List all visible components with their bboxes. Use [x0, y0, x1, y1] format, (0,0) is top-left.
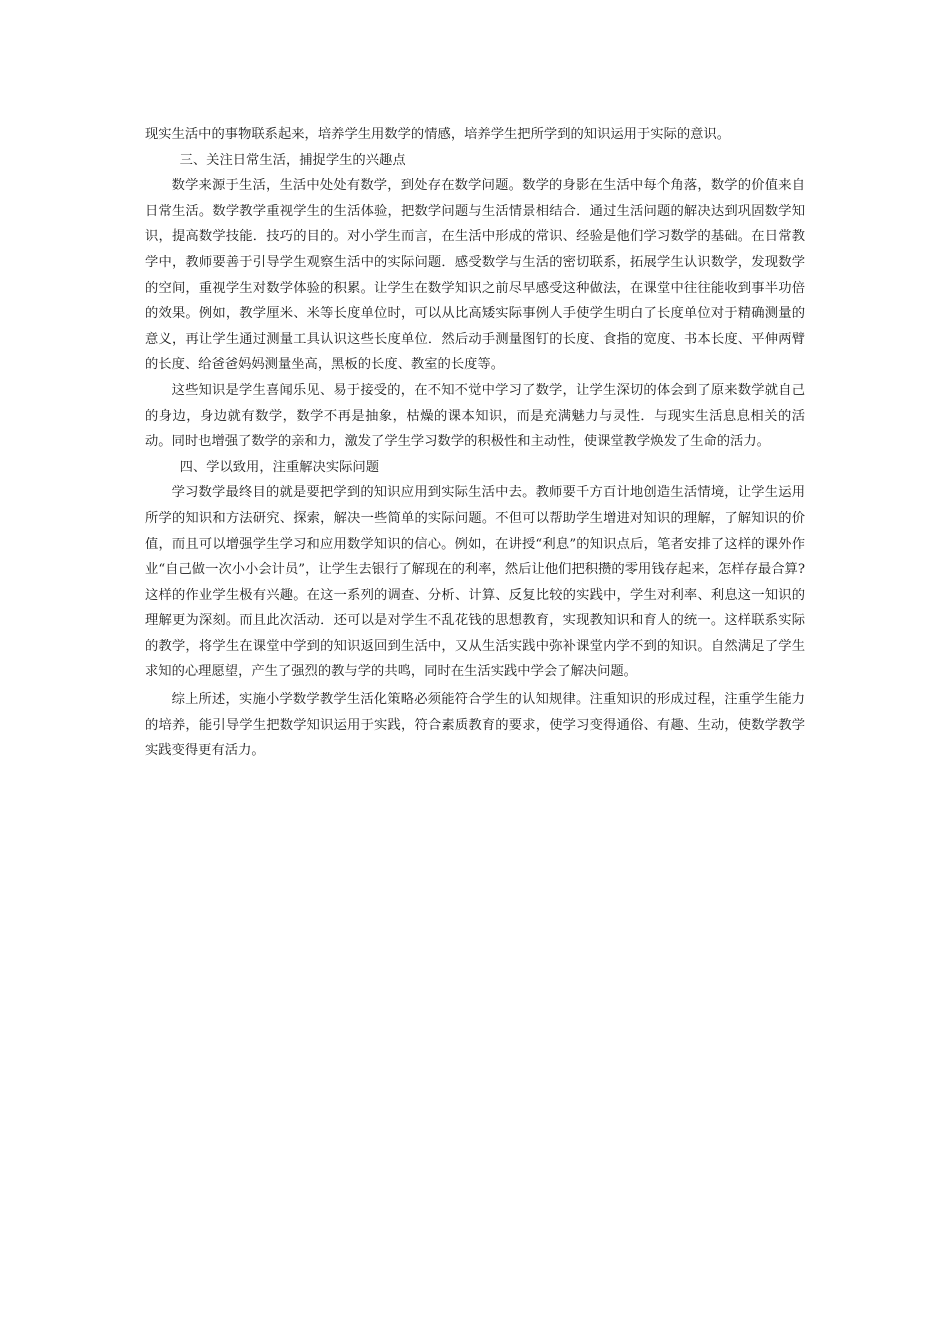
- paragraph-knowledge: 这些知识是学生喜闻乐见、易于接受的，在不知不觉中学习了数学，让学生深切的体会到了原来数学就自己的身边，身边就有数学，数学不再是抽象，枯燥的课本知识，而是充满魅力与灵性．与现实生活息息相关的活动。同时也增强了数学的亲和力，激发了学生学习数学的积极性和主动性，使课堂教学焕发了生命的活力。: [145, 382, 805, 450]
- document-body: [145, 122, 805, 764]
- paragraph-intro: 现实生活中的事物联系起来，培养学生用数学的情感，培养学生把所学到的知识运用于实际的意识。: [145, 127, 731, 142]
- paragraph-application: 学习数学最终目的就是要把学到的知识应用到实际生活中去。教师要千方百计地创造生活情境，让学生运用所学的知识和方法研究、探索，解决一些简单的实际问题。不但可以帮助学生增进对知识的理解，了解知识的价值，而且可以增强学生学习和应用数学知识的信心。例如，在讲授“利息”的知识点后，笔者安排了这样的课外作业“自己做一次小小会计员”，让学生去银行了解现在的利率，然后让他们把积攒的零用钱存起来，怎样存最合算?这样的作业学生极有兴趣。在这一系列的调查、分析、计算、反复比较的实践中，学生对利率、利息这一知识的理解更为深刻。而且此次活动．还可以是对学生不乱花钱的思想教育，实现教知识和育人的统一。这样联系实际的教学，将学生在课堂中学到的知识返回到生活中，又从生活实践中弥补课堂内学不到的知识。自然满足了学生求知的心理愿望，产生了强烈的教与学的共鸣，同时在生活实践中学会了解决问题。: [145, 485, 805, 680]
- section-heading-4: 四、学以致用，注重解决实际问题: [179, 459, 380, 475]
- paragraph-daily-life: 数学来源于生活，生活中处处有数学，到处存在数学问题。数学的身影在生活中每个角落，数学的价值来自日常生活。数学教学重视学生的生活体验，把数学问题与生活情景相结合．通过生活问题的解决达到巩固数学知识，提高数学技能．技巧的目的。对小学生而言，在生活中形成的常识、经验是他们学习数学的基础。在日常教学中，教师要善于引导学生观察生活中的实际问题．感受数学与生活的密切联系，拓展学生认识数学，发现数学的空间，重视学生对数学体验的积累。让学生在数学知识之前尽早感受这种做法，在课堂中往往能收到事半功倍的效果。例如，教学厘米、米等长度单位时，可以从比高矮实际事例人手使学生明白了长度单位对于精确测量的意义，再让学生通过测量工具认识这些长度单位．然后动手测量图钉的长度、食指的宽度、书本长度、平伸两臂的长度、给爸爸妈妈测量坐高，黑板的长度、教室的长度等。: [145, 178, 805, 373]
- paragraph-conclusion: 综上所述，实施小学数学教学生活化策略必须能符合学生的认知规律。注重知识的形成过程，注重学生能力的培养，能引导学生把数学知识运用于实践，符合素质教育的要求，使学习变得通俗、有趣、生动，使数学教学实践变得更有活力。: [145, 692, 805, 759]
- section-heading-3: 三、关注日常生活，捕捉学生的兴趣点: [179, 152, 406, 168]
